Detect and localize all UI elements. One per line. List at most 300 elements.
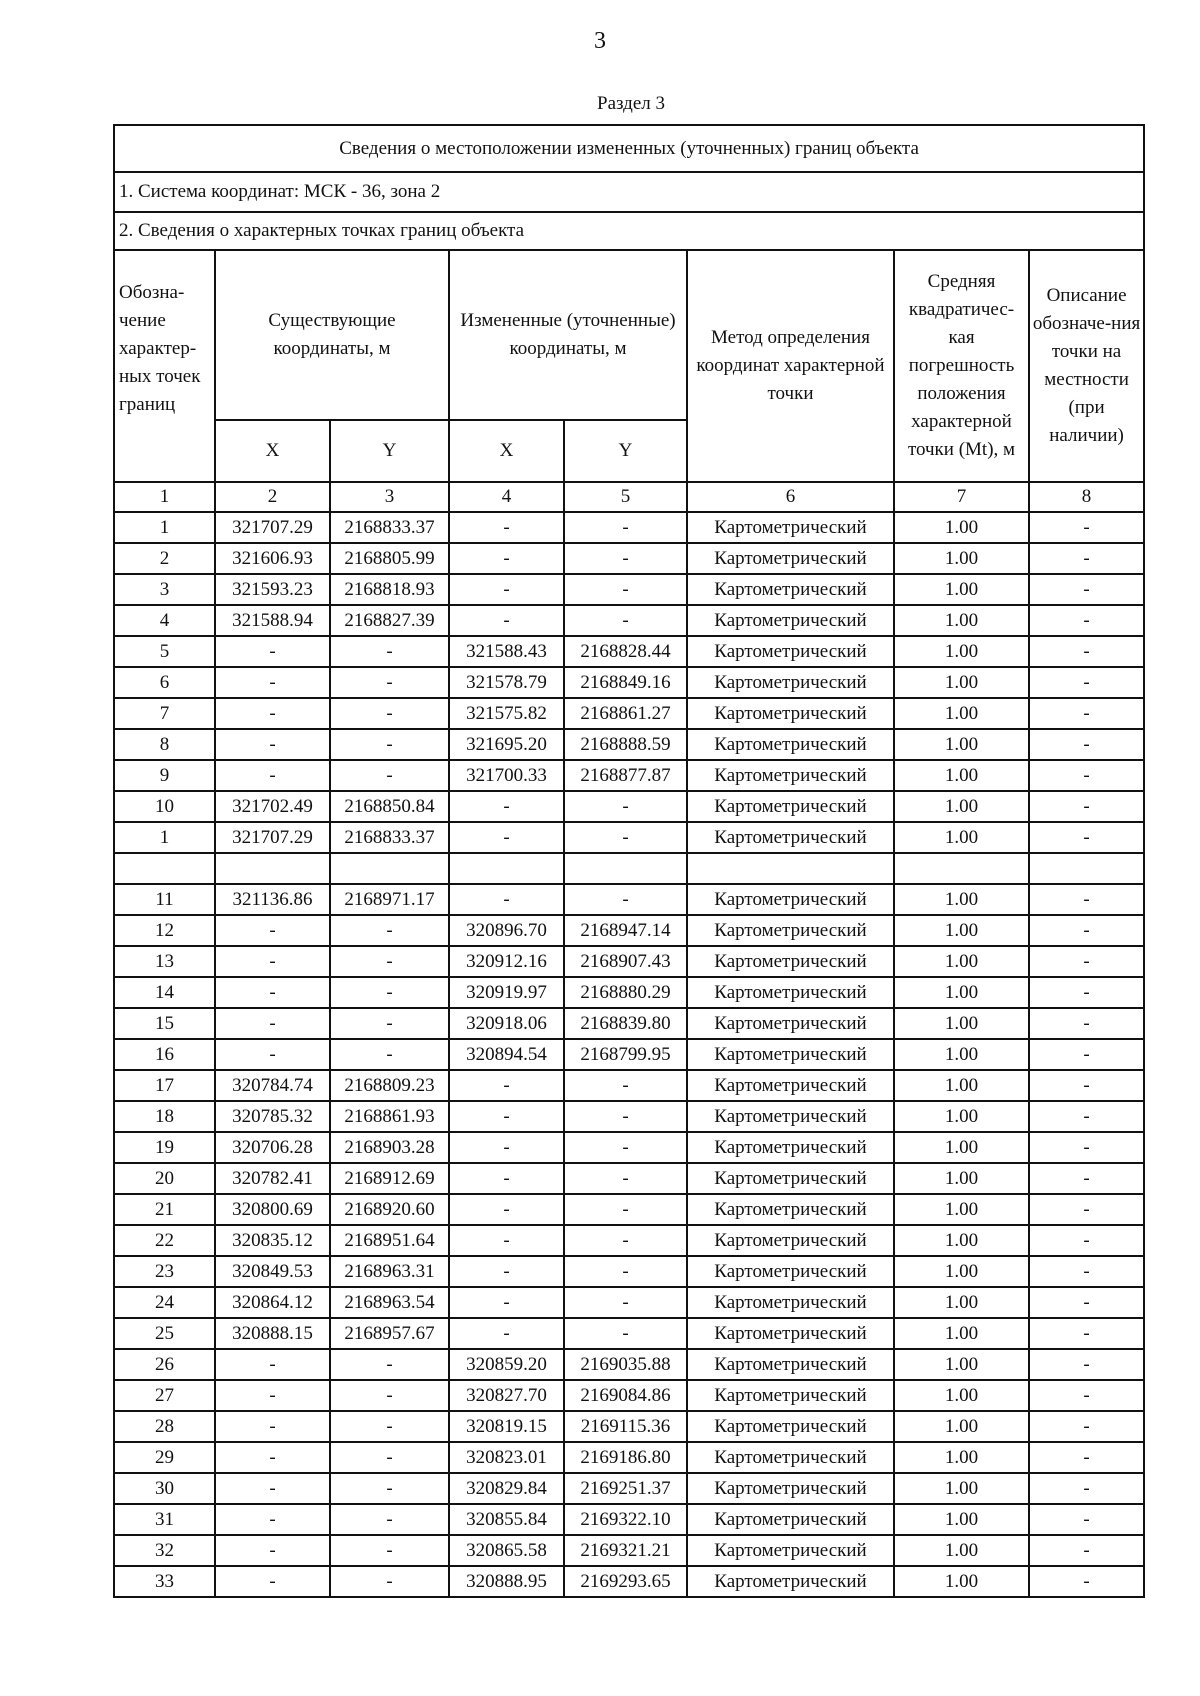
header-method: Метод определения координат характерной точки — [687, 250, 894, 482]
table-cell: - — [215, 1504, 330, 1535]
table-cell: Картометрический — [687, 1349, 894, 1380]
table-cell: - — [1029, 1163, 1144, 1194]
table-cell: - — [449, 822, 564, 853]
table-cell: - — [215, 1039, 330, 1070]
table-cell: Картометрический — [687, 1566, 894, 1597]
table-cell: - — [449, 1256, 564, 1287]
table-cell: - — [1029, 760, 1144, 791]
table-cell: - — [1029, 574, 1144, 605]
table-cell: - — [564, 1318, 687, 1349]
table-cell: 1.00 — [894, 1566, 1029, 1597]
table-cell: Картометрический — [687, 915, 894, 946]
table-cell: - — [330, 915, 449, 946]
table-cell: 321593.23 — [215, 574, 330, 605]
table-cell: 320864.12 — [215, 1287, 330, 1318]
table-cell: 321707.29 — [215, 512, 330, 543]
table-cell: - — [1029, 605, 1144, 636]
table-cell: 320784.74 — [215, 1070, 330, 1101]
table-cell: 2169321.21 — [564, 1535, 687, 1566]
table-cell: - — [1029, 1070, 1144, 1101]
table-cell: 9 — [114, 760, 215, 791]
table-cell: 1.00 — [894, 1380, 1029, 1411]
table-row — [114, 698, 1144, 729]
table-cell: - — [1029, 1256, 1144, 1287]
table-row — [114, 1442, 1144, 1473]
table-cell: - — [1029, 915, 1144, 946]
column-number: 8 — [1029, 482, 1144, 512]
table-cell: - — [1029, 1132, 1144, 1163]
table-cell: 2168888.59 — [564, 729, 687, 760]
table-cell: 1.00 — [894, 574, 1029, 605]
table-cell: 2168833.37 — [330, 822, 449, 853]
table-cell: 1.00 — [894, 1194, 1029, 1225]
table-cell: - — [564, 1194, 687, 1225]
table-row — [114, 853, 1144, 884]
table-cell: - — [1029, 1442, 1144, 1473]
table-cell: 320912.16 — [449, 946, 564, 977]
table-cell: 2168809.23 — [330, 1070, 449, 1101]
table-cell: 321606.93 — [215, 543, 330, 574]
table-cell: - — [564, 574, 687, 605]
table-cell: 1.00 — [894, 1535, 1029, 1566]
table-cell: 320782.41 — [215, 1163, 330, 1194]
table-cell: Картометрический — [687, 698, 894, 729]
table-row — [114, 1535, 1144, 1566]
table-cell: 1.00 — [894, 605, 1029, 636]
table-cell: - — [449, 605, 564, 636]
table-cell: - — [449, 512, 564, 543]
table-cell: Картометрический — [687, 1008, 894, 1039]
table-cell: - — [1029, 1473, 1144, 1504]
header-description: Описание обозначе-ния точки на местности (при наличии) — [1029, 250, 1144, 482]
table-cell: 2168861.27 — [564, 698, 687, 729]
table-cell: Картометрический — [687, 1535, 894, 1566]
table-cell: Картометрический — [687, 1287, 894, 1318]
table-cell: 1.00 — [894, 791, 1029, 822]
table-cell: 1.00 — [894, 760, 1029, 791]
table-cell: - — [330, 1473, 449, 1504]
table-cell: - — [1029, 1411, 1144, 1442]
table-cell: Картометрический — [687, 1442, 894, 1473]
table-cell: - — [330, 667, 449, 698]
table-cell: 2169251.37 — [564, 1473, 687, 1504]
table-cell: - — [449, 543, 564, 574]
table-cell: - — [1029, 1287, 1144, 1318]
table-cell: 29 — [114, 1442, 215, 1473]
table-cell: 2168971.17 — [330, 884, 449, 915]
table-cell: - — [1029, 1349, 1144, 1380]
table-row — [114, 1380, 1144, 1411]
table-cell: 320919.97 — [449, 977, 564, 1008]
table-cell: - — [330, 1349, 449, 1380]
header-existing-coords: Существующие координаты, м — [215, 250, 449, 420]
table-cell: 2168957.67 — [330, 1318, 449, 1349]
table-cell: - — [215, 760, 330, 791]
table-cell: 1.00 — [894, 946, 1029, 977]
table-cell: Картометрический — [687, 977, 894, 1008]
table-cell: Картометрический — [687, 1473, 894, 1504]
table-cell: 1.00 — [894, 915, 1029, 946]
table-row — [114, 543, 1144, 574]
table-cell: 33 — [114, 1566, 215, 1597]
table-cell: - — [564, 822, 687, 853]
table-cell — [449, 853, 564, 884]
header-existing-y: Y — [330, 420, 449, 482]
table-cell: Картометрический — [687, 1411, 894, 1442]
table-cell: 2168861.93 — [330, 1101, 449, 1132]
table-cell: 15 — [114, 1008, 215, 1039]
table-cell: - — [449, 884, 564, 915]
table-cell: 13 — [114, 946, 215, 977]
table-cell: 31 — [114, 1504, 215, 1535]
table-cell: 1 — [114, 822, 215, 853]
table-cell: 11 — [114, 884, 215, 915]
table-cell: Картометрический — [687, 1225, 894, 1256]
table-cell: 320849.53 — [215, 1256, 330, 1287]
header-existing-x: X — [215, 420, 330, 482]
table-cell: - — [1029, 698, 1144, 729]
table-cell: - — [1029, 1039, 1144, 1070]
table-cell: - — [330, 1039, 449, 1070]
table-cell: - — [1029, 512, 1144, 543]
table-row — [114, 1566, 1144, 1597]
table-cell: Картометрический — [687, 760, 894, 791]
table-cell: - — [1029, 1504, 1144, 1535]
table-cell: 320894.54 — [449, 1039, 564, 1070]
table-cell: 2168839.80 — [564, 1008, 687, 1039]
table-cell: Картометрический — [687, 1504, 894, 1535]
table-row — [114, 1132, 1144, 1163]
table-cell: Картометрический — [687, 574, 894, 605]
table-cell: 10 — [114, 791, 215, 822]
table-cell: - — [215, 636, 330, 667]
table-cell: Картометрический — [687, 543, 894, 574]
table-cell — [894, 853, 1029, 884]
table-cell: - — [330, 1380, 449, 1411]
table-row — [114, 1256, 1144, 1287]
table-cell: - — [564, 605, 687, 636]
table-cell: - — [215, 1535, 330, 1566]
table-cell: - — [1029, 1194, 1144, 1225]
table-cell: 2168799.95 — [564, 1039, 687, 1070]
table-cell: 321588.94 — [215, 605, 330, 636]
table-cell: 320785.32 — [215, 1101, 330, 1132]
table-cell: 320888.15 — [215, 1318, 330, 1349]
coordinate-system: 1. Система координат: МСК - 36, зона 2 — [114, 172, 1144, 212]
table-cell: - — [564, 1256, 687, 1287]
column-number-row — [114, 482, 1144, 512]
table-cell: Картометрический — [687, 946, 894, 977]
table-cell: Картометрический — [687, 1256, 894, 1287]
table-cell: - — [330, 760, 449, 791]
table-cell: 2 — [114, 543, 215, 574]
header-changed-y: Y — [564, 420, 687, 482]
table-row — [114, 915, 1144, 946]
table-cell: - — [1029, 1380, 1144, 1411]
table-cell: 321707.29 — [215, 822, 330, 853]
table-cell: - — [564, 1132, 687, 1163]
table-cell: - — [330, 1504, 449, 1535]
table-cell: 1.00 — [894, 1504, 1029, 1535]
page-number: 3 — [594, 28, 606, 54]
table-cell: 24 — [114, 1287, 215, 1318]
table-cell: 1.00 — [894, 512, 1029, 543]
table-cell: 321588.43 — [449, 636, 564, 667]
table-cell: 3 — [114, 574, 215, 605]
table-cell: 321136.86 — [215, 884, 330, 915]
table-cell: - — [1029, 822, 1144, 853]
table-cell: 2168903.28 — [330, 1132, 449, 1163]
table-cell: - — [1029, 1318, 1144, 1349]
table-cell: Картометрический — [687, 605, 894, 636]
table-cell: 1.00 — [894, 1411, 1029, 1442]
table-cell: - — [449, 1132, 564, 1163]
table-row — [114, 946, 1144, 977]
column-number: 4 — [449, 482, 564, 512]
section-title: Раздел 3 — [597, 93, 665, 114]
table-cell: 2169115.36 — [564, 1411, 687, 1442]
table-cell: Картометрический — [687, 512, 894, 543]
table-cell: 1.00 — [894, 1132, 1029, 1163]
table-cell: - — [1029, 729, 1144, 760]
table-cell: 1.00 — [894, 543, 1029, 574]
table-cell: 320888.95 — [449, 1566, 564, 1597]
table-cell: Картометрический — [687, 1101, 894, 1132]
table-cell: 5 — [114, 636, 215, 667]
table-cell: - — [330, 1008, 449, 1039]
table-cell: Картометрический — [687, 667, 894, 698]
table-cell: 1.00 — [894, 1070, 1029, 1101]
table-row — [114, 1287, 1144, 1318]
table-cell: 2169186.80 — [564, 1442, 687, 1473]
table-cell: 2168963.31 — [330, 1256, 449, 1287]
table-cell: 23 — [114, 1256, 215, 1287]
table-cell: 18 — [114, 1101, 215, 1132]
table-cell: 7 — [114, 698, 215, 729]
table-cell: 320829.84 — [449, 1473, 564, 1504]
table-cell: 1.00 — [894, 1442, 1029, 1473]
column-number: 3 — [330, 482, 449, 512]
table-cell: Картометрический — [687, 1194, 894, 1225]
table-cell: Картометрический — [687, 1132, 894, 1163]
table-cell: 2168850.84 — [330, 791, 449, 822]
table-cell: 12 — [114, 915, 215, 946]
table-row — [114, 1070, 1144, 1101]
table-cell: 2169035.88 — [564, 1349, 687, 1380]
table-cell: 16 — [114, 1039, 215, 1070]
table-cell: 1 — [114, 512, 215, 543]
table-row — [114, 1101, 1144, 1132]
table-cell: - — [564, 543, 687, 574]
table-cell: - — [449, 791, 564, 822]
table-cell: 321578.79 — [449, 667, 564, 698]
table-cell: - — [215, 1008, 330, 1039]
table-cell: - — [215, 1380, 330, 1411]
table-row — [114, 1163, 1144, 1194]
table-cell: 1.00 — [894, 977, 1029, 1008]
table-cell: 8 — [114, 729, 215, 760]
table-cell: 1.00 — [894, 698, 1029, 729]
table-cell: 2168963.54 — [330, 1287, 449, 1318]
table-cell: - — [215, 1473, 330, 1504]
table-cell: Картометрический — [687, 1380, 894, 1411]
table-cell: - — [330, 1411, 449, 1442]
table-cell: Картометрический — [687, 1163, 894, 1194]
table-cell: 1.00 — [894, 822, 1029, 853]
table-cell: 17 — [114, 1070, 215, 1101]
table-cell: - — [564, 1101, 687, 1132]
table-cell: 321695.20 — [449, 729, 564, 760]
table-cell: 2168877.87 — [564, 760, 687, 791]
table-cell: 14 — [114, 977, 215, 1008]
table-cell: 2168849.16 — [564, 667, 687, 698]
table-cell: - — [215, 698, 330, 729]
table-row — [114, 512, 1144, 543]
table-row — [114, 884, 1144, 915]
header-designation: Обозна-чение характер-ных точек границ — [114, 250, 215, 482]
table-cell: - — [1029, 946, 1144, 977]
table-cell: - — [1029, 636, 1144, 667]
table-cell: Картометрический — [687, 729, 894, 760]
table-row — [114, 1349, 1144, 1380]
table-cell: 320823.01 — [449, 1442, 564, 1473]
table-cell: - — [1029, 1225, 1144, 1256]
table-cell: 2168827.39 — [330, 605, 449, 636]
table-cell: 6 — [114, 667, 215, 698]
table-cell — [687, 853, 894, 884]
table-cell: 4 — [114, 605, 215, 636]
table-cell: 2168833.37 — [330, 512, 449, 543]
table-cell: 320706.28 — [215, 1132, 330, 1163]
table-cell: - — [1029, 1101, 1144, 1132]
table-cell: 2168805.99 — [330, 543, 449, 574]
table-cell: Картометрический — [687, 822, 894, 853]
table-cell: 2169322.10 — [564, 1504, 687, 1535]
header-changed-coords: Измененные (уточненные) координаты, м — [449, 250, 687, 420]
table-cell: 28 — [114, 1411, 215, 1442]
table-cell — [215, 853, 330, 884]
table-cell: Картометрический — [687, 791, 894, 822]
column-number: 6 — [687, 482, 894, 512]
table-cell: 27 — [114, 1380, 215, 1411]
table-cell: 320800.69 — [215, 1194, 330, 1225]
table-cell: - — [1029, 667, 1144, 698]
table-cell: - — [215, 729, 330, 760]
boundary-points-table — [113, 124, 1145, 1598]
table-cell: 26 — [114, 1349, 215, 1380]
table-cell: 321575.82 — [449, 698, 564, 729]
table-cell: - — [449, 1163, 564, 1194]
table-row — [114, 822, 1144, 853]
table-cell: Картометрический — [687, 1070, 894, 1101]
table-cell: - — [1029, 543, 1144, 574]
table-cell: - — [215, 1442, 330, 1473]
table-row — [114, 574, 1144, 605]
table-cell: - — [449, 1070, 564, 1101]
table-cell: 1.00 — [894, 667, 1029, 698]
table-cell: - — [330, 636, 449, 667]
table-cell: - — [330, 1566, 449, 1597]
table-cell: 2168951.64 — [330, 1225, 449, 1256]
table-cell: - — [449, 1287, 564, 1318]
table-cell: 30 — [114, 1473, 215, 1504]
table-cell: 320827.70 — [449, 1380, 564, 1411]
table-cell: 1.00 — [894, 1225, 1029, 1256]
table-cell: - — [564, 512, 687, 543]
table-cell: - — [1029, 884, 1144, 915]
table-cell: - — [449, 1194, 564, 1225]
table-cell: - — [215, 667, 330, 698]
table-cell: 19 — [114, 1132, 215, 1163]
column-number: 1 — [114, 482, 215, 512]
table-cell: Картометрический — [687, 1039, 894, 1070]
table-cell: - — [215, 915, 330, 946]
table-cell: 320855.84 — [449, 1504, 564, 1535]
table-cell: 1.00 — [894, 1101, 1029, 1132]
table-cell: 2169084.86 — [564, 1380, 687, 1411]
table-cell — [1029, 853, 1144, 884]
table-cell: - — [449, 1101, 564, 1132]
table-cell: 2169293.65 — [564, 1566, 687, 1597]
table-cell: 1.00 — [894, 1318, 1029, 1349]
table-cell: 1.00 — [894, 1473, 1029, 1504]
table-cell — [114, 853, 215, 884]
table-cell: - — [1029, 1535, 1144, 1566]
table-cell: 2168912.69 — [330, 1163, 449, 1194]
column-number: 2 — [215, 482, 330, 512]
table-row — [114, 636, 1144, 667]
table-cell: - — [1029, 791, 1144, 822]
table-cell: 2168818.93 — [330, 574, 449, 605]
table-cell: 321700.33 — [449, 760, 564, 791]
table-cell: - — [449, 574, 564, 605]
table-row — [114, 667, 1144, 698]
points-heading: 2. Сведения о характерных точках границ объекта — [114, 212, 1144, 250]
table-cell: 320859.20 — [449, 1349, 564, 1380]
table-title: Сведения о местоположении измененных (уточненных) границ объекта — [114, 125, 1144, 172]
table-cell: - — [330, 946, 449, 977]
table-cell: - — [1029, 977, 1144, 1008]
table-cell: - — [564, 791, 687, 822]
table-cell: - — [564, 1287, 687, 1318]
table-row — [114, 1411, 1144, 1442]
table-cell: 1.00 — [894, 636, 1029, 667]
table-cell: - — [449, 1318, 564, 1349]
table-cell: 320819.15 — [449, 1411, 564, 1442]
table-cell: 21 — [114, 1194, 215, 1225]
table-cell: 1.00 — [894, 884, 1029, 915]
table-row — [114, 729, 1144, 760]
table-cell: - — [564, 1070, 687, 1101]
table-cell: 1.00 — [894, 1287, 1029, 1318]
table-cell: - — [330, 1442, 449, 1473]
table-cell: 1.00 — [894, 1039, 1029, 1070]
table-row — [114, 1473, 1144, 1504]
table-cell: - — [330, 977, 449, 1008]
table-cell: 320835.12 — [215, 1225, 330, 1256]
table-cell: - — [1029, 1008, 1144, 1039]
table-cell: - — [215, 1411, 330, 1442]
table-cell: 2168907.43 — [564, 946, 687, 977]
table-row — [114, 1504, 1144, 1535]
table-cell: 1.00 — [894, 1008, 1029, 1039]
table-cell: 1.00 — [894, 729, 1029, 760]
table-cell: Картометрический — [687, 884, 894, 915]
table-cell: - — [564, 1225, 687, 1256]
table-cell: 1.00 — [894, 1256, 1029, 1287]
table-row — [114, 1194, 1144, 1225]
header-mean-error: Средняя квадратичес-кая погрешность положения характерной точки (Mt), м — [894, 250, 1029, 482]
